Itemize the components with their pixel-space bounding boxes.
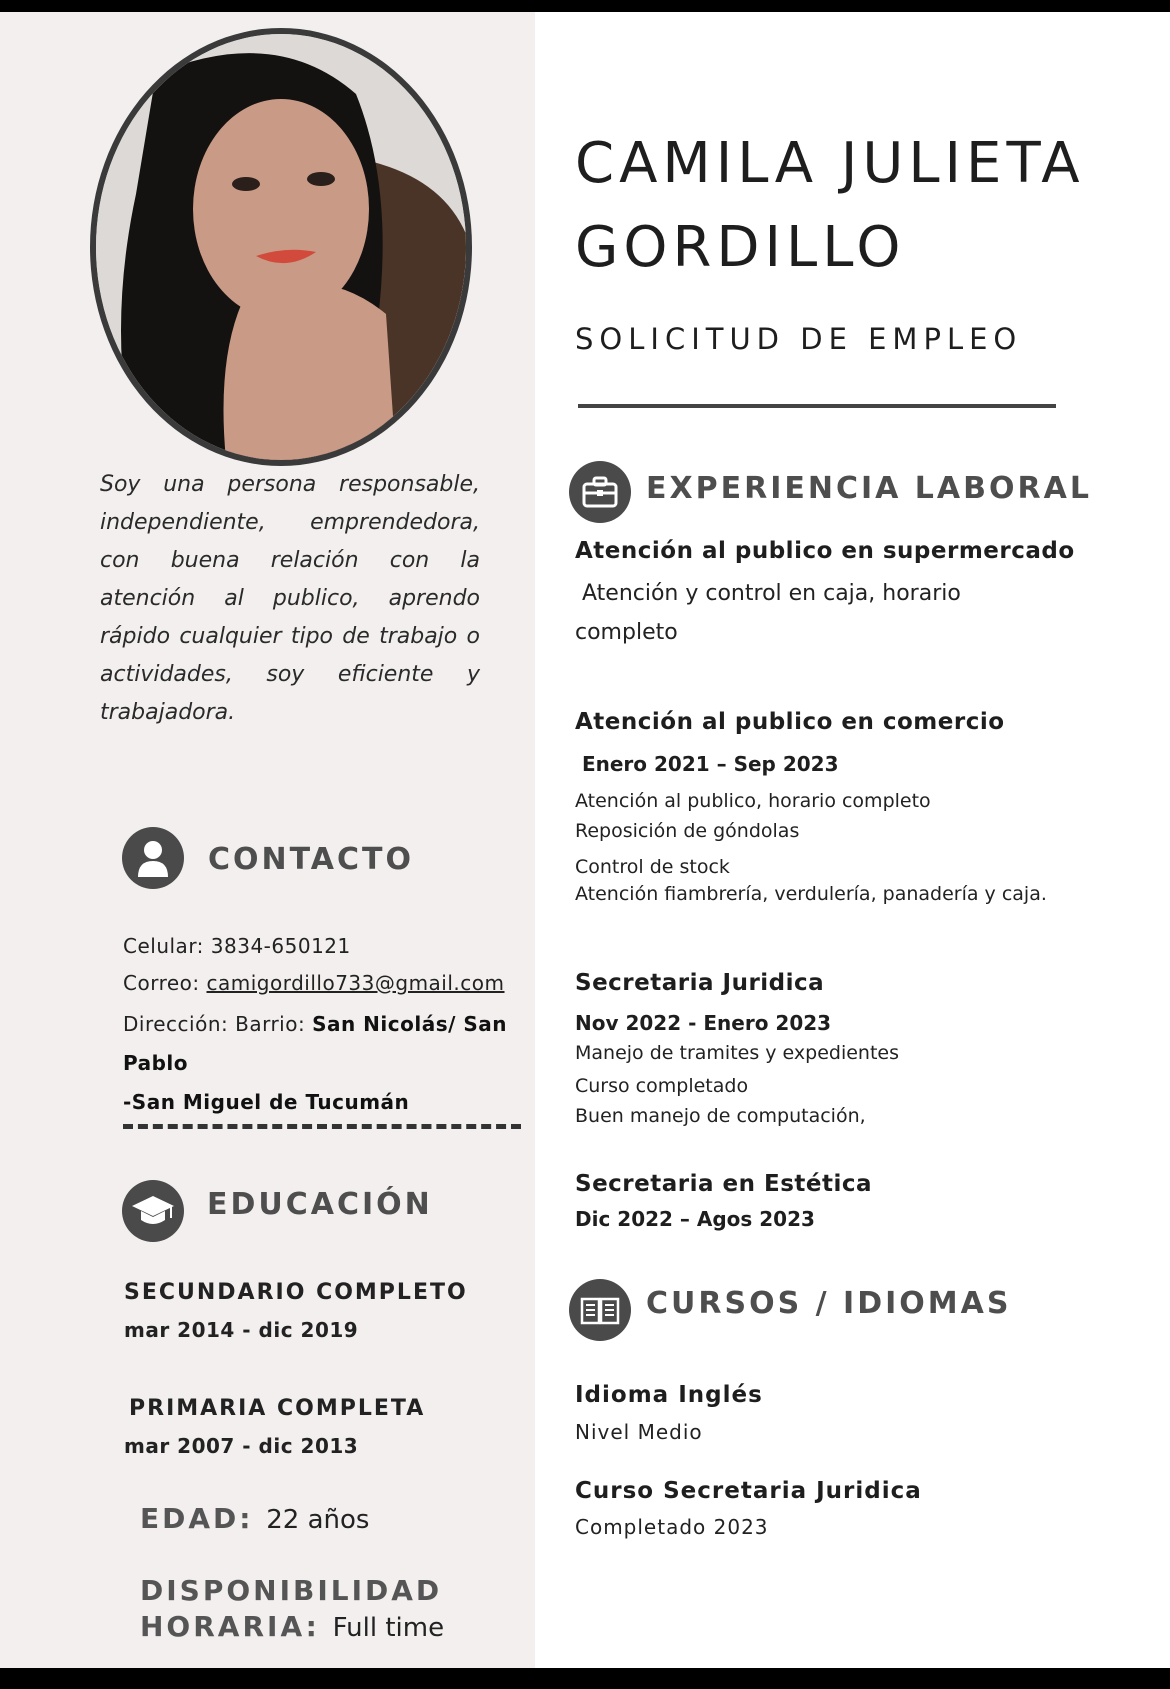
address-neighborhood-cont: Pablo xyxy=(123,1051,189,1075)
full-name xyxy=(575,122,1085,290)
job-date: Nov 2022 - Enero 2023 xyxy=(575,1011,832,1035)
briefcase-icon xyxy=(569,461,631,523)
book-icon xyxy=(569,1279,631,1341)
education-title: SECUNDARIO COMPLETO xyxy=(124,1280,468,1305)
course-detail: Nivel Medio xyxy=(575,1420,703,1444)
contact-address-cont xyxy=(123,1051,188,1075)
phone-value: 3834-650121 xyxy=(210,934,351,958)
address-neighborhood: San Nicolás/ San xyxy=(312,1012,508,1036)
education-date: mar 2007 - dic 2013 xyxy=(124,1434,359,1458)
contact-heading: CONTACTO xyxy=(208,842,414,877)
education-date: mar 2014 - dic 2019 xyxy=(124,1318,359,1342)
phone-label: Celular: xyxy=(123,934,211,958)
experience-heading: EXPERIENCIA LABORAL xyxy=(646,471,1092,506)
email-label: Correo: xyxy=(123,971,207,995)
contact-address xyxy=(123,1012,507,1036)
course-detail: Completado 2023 xyxy=(575,1515,769,1539)
availability-label-line2: HORARIA: xyxy=(140,1610,320,1643)
email-link[interactable]: camigordillo733@gmail.com xyxy=(206,971,505,995)
education-heading: EDUCACIÓN xyxy=(207,1187,433,1222)
availability-value: Full time xyxy=(332,1613,445,1643)
job-duty: Atención al publico, horario completo xyxy=(575,790,931,812)
graduation-cap-icon xyxy=(122,1180,184,1242)
availability-row xyxy=(140,1610,444,1643)
header-rule xyxy=(578,404,1056,408)
job-duty: Control de stock xyxy=(575,856,730,878)
job-description: Atención y control en caja, horario xyxy=(575,581,961,606)
contact-city xyxy=(123,1090,409,1114)
job-title: Secretaria Juridica xyxy=(575,970,825,996)
job-title: Atención al publico en comercio xyxy=(575,709,1005,735)
address-label: Dirección: Barrio: xyxy=(123,1012,313,1036)
job-description-cont: completo xyxy=(575,620,678,645)
document-subtitle: SOLICITUD DE EMPLEO xyxy=(575,322,1023,356)
job-duty: Manejo de tramites y expedientes xyxy=(575,1042,900,1064)
age-row xyxy=(140,1502,369,1535)
courses-heading: CURSOS / IDIOMAS xyxy=(646,1286,1012,1321)
course-title: Curso Secretaria Juridica xyxy=(575,1478,922,1504)
job-title: Atención al publico en supermercado xyxy=(575,538,1075,564)
job-title: Secretaria en Estética xyxy=(575,1171,873,1197)
education-title: PRIMARIA COMPLETA xyxy=(129,1396,426,1421)
bottom-border xyxy=(0,1668,1170,1689)
availability-label-line1: DISPONIBILIDAD xyxy=(140,1574,443,1607)
profile-photo xyxy=(90,28,472,466)
contact-email xyxy=(123,971,505,995)
name-line-2: GORDILLO xyxy=(575,215,906,280)
job-date: Dic 2022 – Agos 2023 xyxy=(575,1207,815,1231)
job-date: Enero 2021 – Sep 2023 xyxy=(575,752,839,776)
course-title: Idioma Inglés xyxy=(575,1382,763,1408)
contact-phone xyxy=(123,934,351,958)
age-label: EDAD: xyxy=(140,1502,254,1535)
address-city: -San Miguel de Tucumán xyxy=(123,1090,410,1114)
dashed-divider xyxy=(123,1124,521,1129)
user-icon xyxy=(122,827,184,889)
job-duty: Curso completado xyxy=(575,1075,749,1097)
profile-summary: Soy una persona responsable, independiente, emprendedora, con buena relación con la atención al publico, aprendo rápido cualquier tipo de trabajo o actividades, soy eficiente y trabajadora. xyxy=(100,472,480,725)
name-line-1: CAMILA JULIETA xyxy=(575,131,1085,196)
job-duty: Atención fiambrería, verdulería, panadería y caja. xyxy=(575,883,1047,905)
age-value: 22 años xyxy=(266,1505,370,1535)
top-border xyxy=(0,0,1170,12)
job-duty: Buen manejo de computación, xyxy=(575,1105,866,1127)
job-duty: Reposición de góndolas xyxy=(575,820,800,842)
